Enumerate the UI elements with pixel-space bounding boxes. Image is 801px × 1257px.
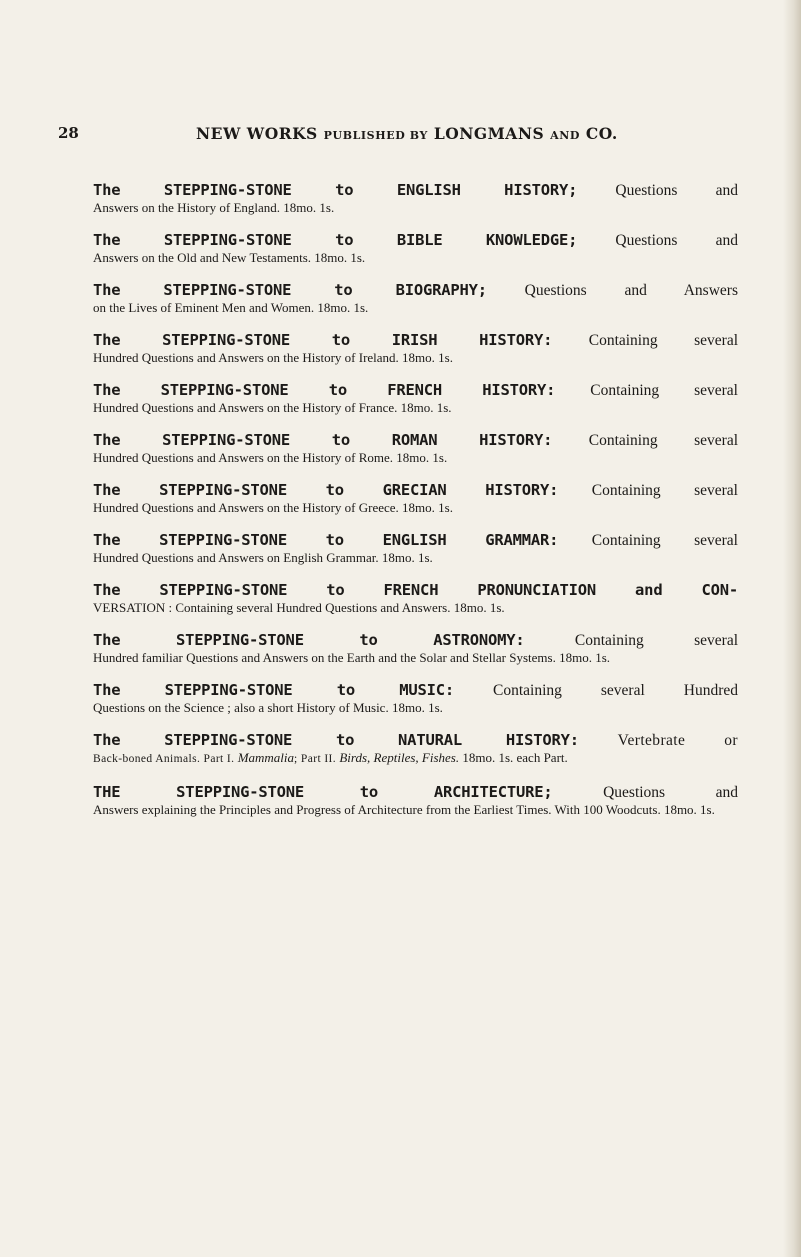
entry-details-part: Back-boned Animals. Part I. (93, 753, 238, 765)
entry-details: Hundred Questions and Answers on the History of Ireland. 18mo. 1s. (93, 350, 453, 365)
entry-desc: Vertebrate or (578, 732, 738, 749)
entry-title: The STEPPING-STONE to FRENCH PRONUNCIATION and CON- (93, 581, 738, 599)
entry-desc: Containing several (558, 532, 738, 549)
entry-title: The STEPPING-STONE to GRECIAN HISTORY: (93, 481, 559, 499)
entry-details-part: Mammalia (237, 750, 295, 765)
entry-title: The STEPPING-STONE to BIBLE KNOWLEDGE; (93, 231, 578, 249)
running-head-part: LONGMANS (427, 124, 551, 143)
entry-heading (93, 231, 738, 250)
entry-title: The STEPPING-STONE to ROMAN HISTORY: (93, 431, 553, 449)
entry-desc: Containing several Hundred (454, 682, 738, 699)
entry-title: The STEPPING-STONE to NATURAL HISTORY: (93, 731, 579, 749)
catalogue-entry-roman-history (93, 431, 738, 466)
entry-desc: Containing several (552, 332, 739, 349)
entry-heading (93, 783, 738, 802)
entry-title: The STEPPING-STONE to MUSIC: (93, 681, 455, 699)
entry-heading (93, 581, 738, 600)
entry-desc: Containing several (524, 632, 739, 649)
catalogue-entry-natural-history (93, 731, 738, 768)
catalogue-entry-music (93, 681, 738, 716)
entry-details-part: ; Part II. (294, 753, 340, 765)
entry-details: Hundred Questions and Answers on the History of France. 18mo. 1s. (93, 400, 452, 415)
entry-details: on the Lives of Eminent Men and Women. 18mo. 1s. (93, 300, 369, 315)
entry-title: The STEPPING-STONE to IRISH HISTORY: (93, 331, 553, 349)
catalogue-entry-english-grammar (93, 531, 738, 566)
catalogue-entry-irish-history (93, 331, 738, 366)
entry-title: The STEPPING-STONE to ENGLISH HISTORY; (93, 181, 578, 199)
catalogue-entry-astronomy (93, 631, 738, 666)
catalogue-entry-french-history (93, 381, 738, 416)
catalogue-entry-architecture (93, 783, 738, 818)
entry-heading (93, 381, 738, 400)
running-head-part: NEW WORKS (196, 124, 324, 143)
entry-desc: Questions and (577, 182, 738, 199)
entry-details (93, 750, 738, 768)
entry-heading (93, 731, 738, 750)
page-header (58, 124, 738, 154)
entry-details: Hundred Questions and Answers on the History of Greece. 18mo. 1s. (93, 500, 453, 515)
catalogue-entry-grecian-history (93, 481, 738, 516)
running-head-part: AND (550, 129, 581, 142)
entry-details: Answers explaining the Principles and Progress of Architecture from the Earliest Times. With 100 Woodcuts. 18mo. 1s. (93, 802, 715, 817)
entry-desc: Questions and Answers (486, 282, 738, 299)
entry-title: The STEPPING-STONE to BIOGRAPHY; (93, 281, 487, 299)
entry-details-part: Birds, Reptiles, Fishes. (339, 750, 460, 765)
entry-details: Hundred Questions and Answers on the History of Rome. 18mo. 1s. (93, 450, 448, 465)
catalogue-entry-french-pronunciation (93, 581, 738, 616)
page-number: 28 (58, 124, 79, 142)
entry-desc: Containing several (552, 432, 739, 449)
entry-title: The STEPPING-STONE to ENGLISH GRAMMAR: (93, 531, 559, 549)
entry-heading (93, 681, 738, 700)
entry-desc: Questions and (577, 232, 738, 249)
catalogue-list (93, 181, 738, 833)
entry-heading (93, 431, 738, 450)
entry-heading (93, 531, 738, 550)
catalogue-entry-english-history (93, 181, 738, 216)
entry-desc: Containing several (555, 382, 738, 399)
entry-details: Questions on the Science ; also a short History of Music. 18mo. 1s. (93, 700, 443, 715)
entry-heading (93, 281, 738, 300)
entry-title: THE STEPPING-STONE to ARCHITECTURE; (93, 783, 553, 801)
catalogue-entry-bible-knowledge (93, 231, 738, 266)
running-head-part: CO. (580, 124, 618, 143)
entry-details: VERSATION : Containing several Hundred Questions and Answers. 18mo. 1s. (93, 600, 505, 615)
entry-details-part: 18mo. 1s. each Part. (459, 750, 568, 765)
entry-details: Answers on the History of England. 18mo. 1s. (93, 200, 335, 215)
page-edge-shadow (783, 0, 801, 1257)
entry-heading (93, 631, 738, 650)
entry-heading (93, 481, 738, 500)
running-head (196, 124, 618, 143)
catalogue-entry-biography (93, 281, 738, 316)
entry-title: The STEPPING-STONE to ASTRONOMY: (93, 631, 525, 649)
entry-title: The STEPPING-STONE to FRENCH HISTORY: (93, 381, 556, 399)
entry-heading (93, 181, 738, 200)
entry-desc: Questions and (552, 784, 738, 801)
entry-details: Hundred Questions and Answers on English Grammar. 18mo. 1s. (93, 550, 433, 565)
entry-desc: Containing several (558, 482, 738, 499)
running-head-part: PUBLISHED BY (323, 129, 428, 142)
entry-heading (93, 331, 738, 350)
entry-details: Hundred familiar Questions and Answers on the Earth and the Solar and Stellar Systems. 18mo. 1s. (93, 650, 611, 665)
entry-details: Answers on the Old and New Testaments. 18mo. 1s. (93, 250, 366, 265)
